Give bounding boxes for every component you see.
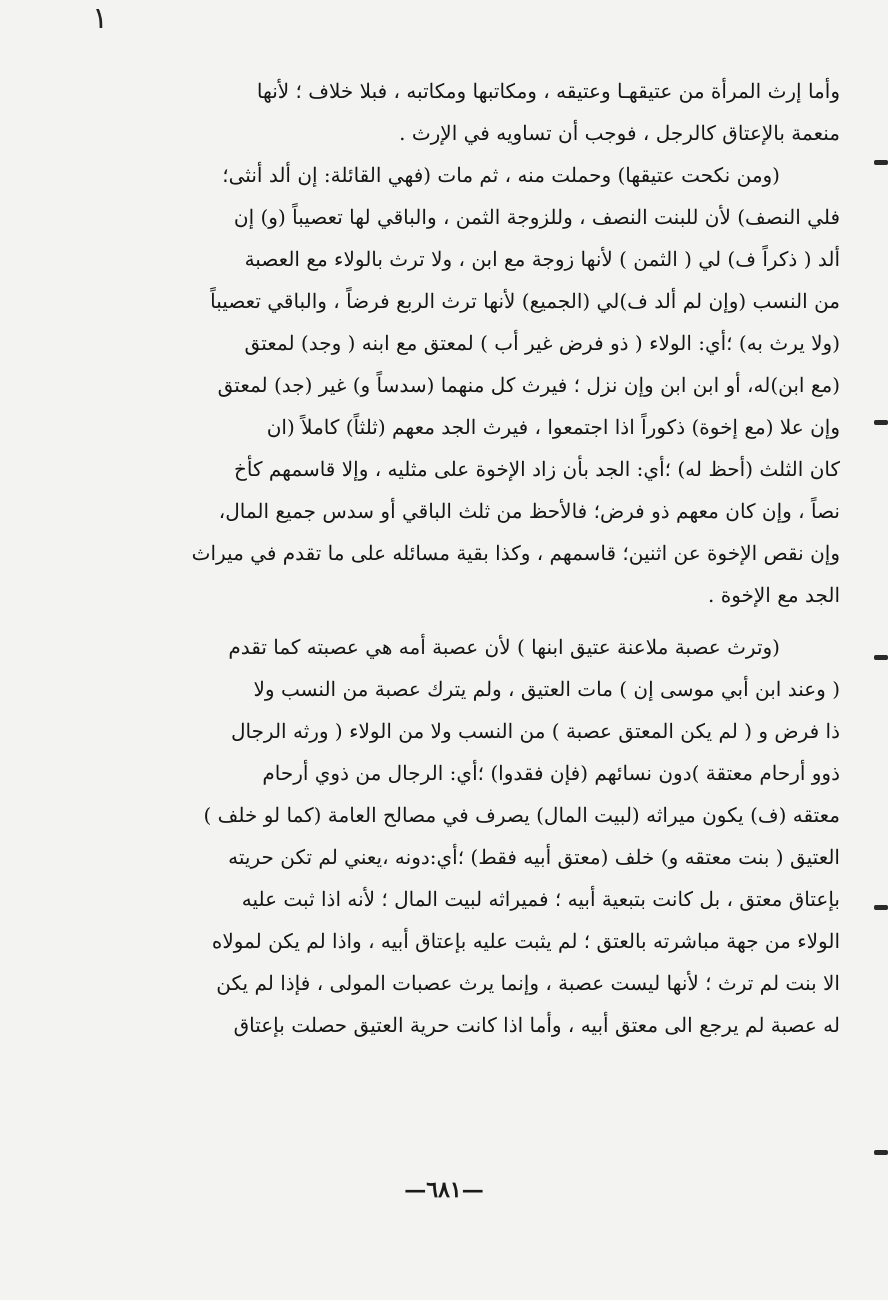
text-line: وأما إرث المرأة من عتيقهـا وعتيقه ، ومكاتبها ومكاتبه ، فبلا خلاف ؛ لأنها xyxy=(256,79,840,103)
text-line: ألد ( ذكراً ف) لي ( الثمن ) لأنها زوجة مع ابن ، ولا ترث بالولاء مع العصبة xyxy=(244,247,840,271)
scan-edge-mark xyxy=(874,420,888,425)
text-line: معتقه (ف) يكون ميراثه (لبيت المال) يصرف في مصالح العامة (كما لو خلف ) xyxy=(203,803,840,827)
text-line: كان الثلث (أحظ له) ؛أي: الجد بأن زاد الإخوة على مثليه ، وإلا قاسمهم كأخ xyxy=(233,457,840,481)
text-line: ( وعند ابن أبي موسى إن ) مات العتيق ، ولم يترك عصبة من النسب ولا xyxy=(253,677,840,701)
text-line: نصاً ، وإن كان معهم ذو فرض؛ فالأحظ من ثلث الباقي أو سدس جميع المال، xyxy=(218,499,840,523)
text-line: الولاء من جهة مباشرته بالعتق ؛ لم يثبت عليه بإعتاق أبيه ، واذا لم يكن لمولاه xyxy=(211,929,840,953)
text-line: الجد مع الإخوة . xyxy=(708,583,840,607)
scan-edge-mark xyxy=(874,905,888,910)
text-line: وإن نقص الإخوة عن اثنين؛ قاسمهم ، وكذا بقية مسائله على ما تقدم في ميراث xyxy=(191,541,840,565)
corner-mark: ١ xyxy=(92,1,109,36)
text-line: (مع ابن)له، أو ابن ابن وإن نزل ؛ فيرث كل منهما (سدساً و) غير (جد) لمعتق xyxy=(217,373,840,397)
text-line: منعمة بالإعتاق كالرجل ، فوجب أن تساويه في الإرث . xyxy=(399,121,840,145)
text-line: (وترث عصبة ملاعنة عتيق ابنها ) لأن عصبة أمه هي عصبته كما تقدم xyxy=(228,635,780,659)
scan-edge-mark xyxy=(874,160,888,165)
text-line: (ومن نكحت عتيقها) وحملت منه ، ثم مات (فهي القائلة: إن ألد أنثى؛ xyxy=(222,163,780,187)
scan-edge-mark xyxy=(874,655,888,660)
text-line: (ولا يرث به) ؛أي: الولاء ( ذو فرض غير أب ) لمعتق مع ابنه ( وجد) لمعتق xyxy=(244,331,840,355)
scan-edge-mark xyxy=(874,1150,888,1155)
page-number: —٦٨١— xyxy=(404,1177,484,1203)
text-line: الا بنت لم ترث ؛ لأنها ليست عصبة ، وإنما يرث عصبات المولى ، فإذا لم يكن xyxy=(216,971,840,995)
text-line: وإن علا (مع إخوة) ذكوراً اذا اجتمعوا ، فيرث الجد معهم (ثلثاً) كاملاً (ان xyxy=(266,415,840,439)
text-line: العتيق ( بنت معتقه و) خلف (معتق أبيه فقط) ؛أي:دونه ،يعني لم تكن حريته xyxy=(228,845,840,869)
text-line: له عصبة لم يرجع الى معتق أبيه ، وأما اذا كانت حرية العتيق حصلت بإعتاق xyxy=(233,1013,840,1037)
text-line: فلي النصف) لأن للبنت النصف ، وللزوجة الثمن ، والباقي لها تعصيباً (و) إن xyxy=(233,205,840,229)
text-line: ذا فرض و ( لم يكن المعتق عصبة ) من النسب ولا من الولاء ( ورثه الرجال xyxy=(230,719,840,743)
text-line: بإعتاق معتق ، بل كانت بتبعية أبيه ؛ فميراثه لبيت المال ؛ لأنه اذا ثبت عليه xyxy=(241,887,840,911)
text-line: من النسب (وإن لم ألد ف)لي (الجميع) لأنها ترث الربع فرضاً ، والباقي تعصيباً xyxy=(210,289,840,313)
text-line: ذوو أرحام معتقة )دون نسائهم (فإن فقدوا) ؛أي: الرجال من ذوي أرحام xyxy=(262,761,840,785)
body-text xyxy=(140,70,840,1046)
